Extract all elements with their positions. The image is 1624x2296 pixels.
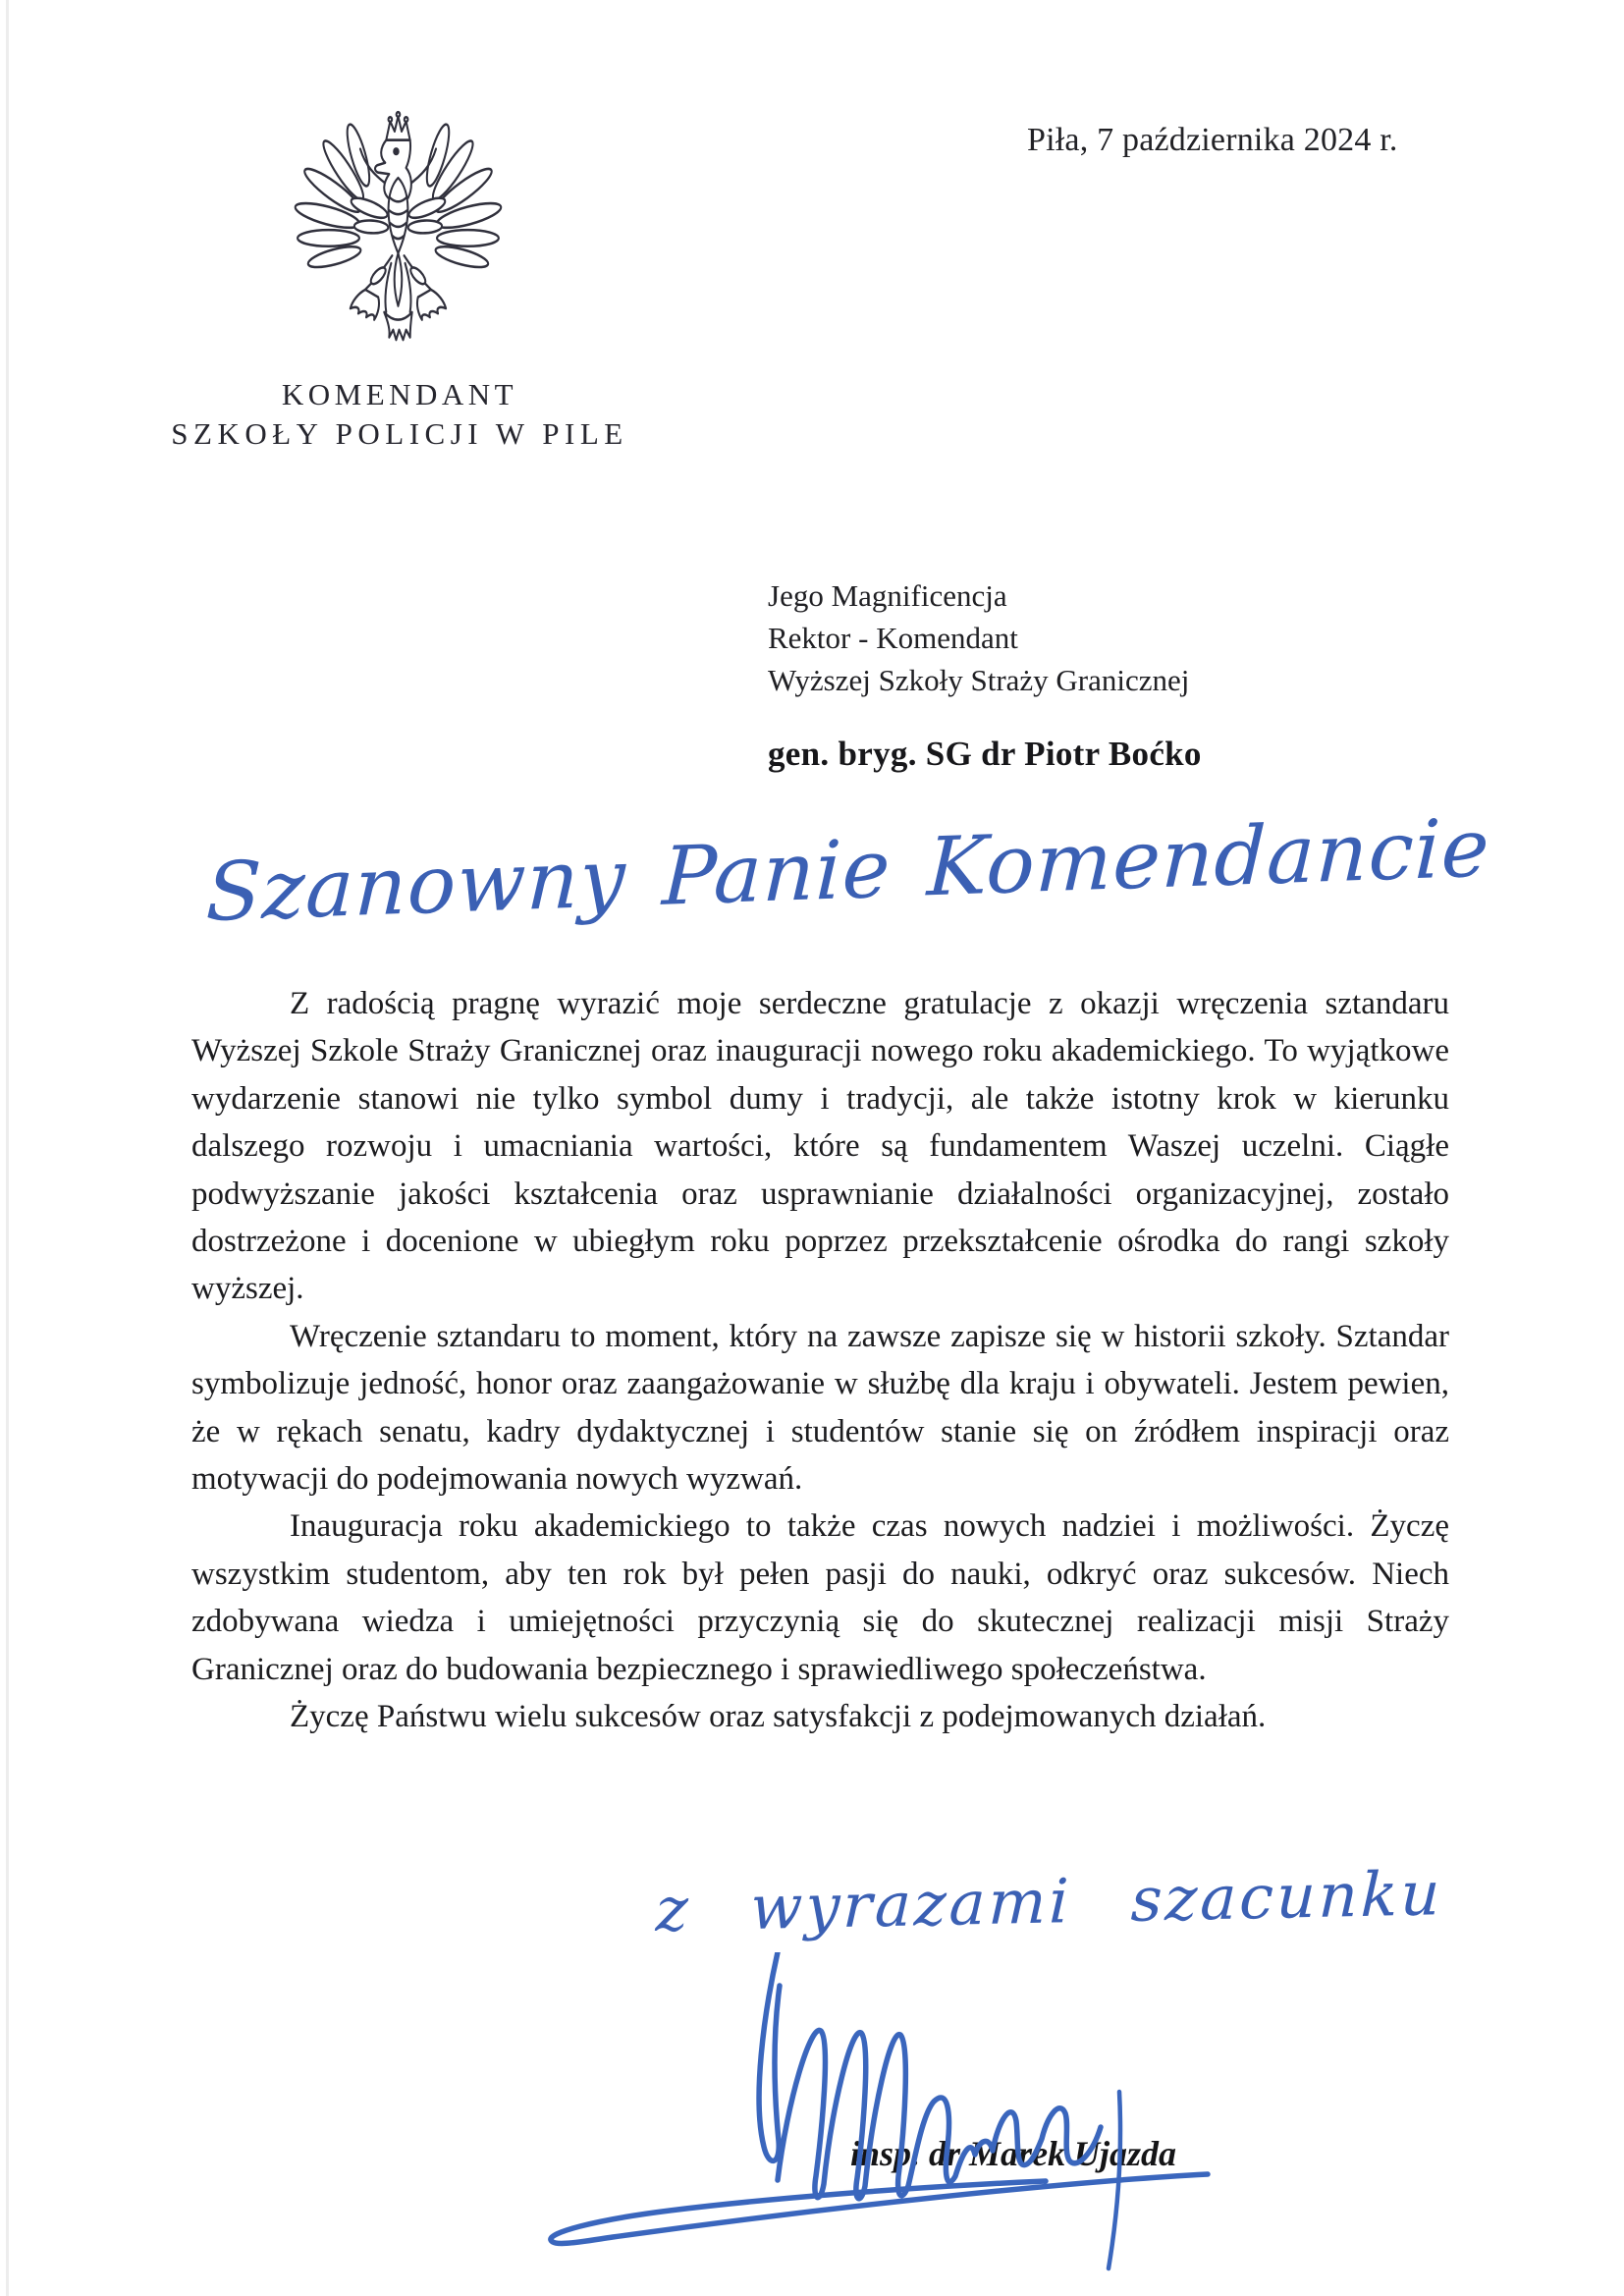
body-paragraph-3: Inauguracja roku akademickiego to także czas nowych nadziei i możliwości. Życzę wszystkim studentom, aby ten rok był pełen pasji do nauki, odkryć oraz sukcesów. Niech zdobywana wiedza i umiejętności przyczynią się do skutecznej realizacji misji Straży Granicznej oraz do budowania bezpiecznego i sprawiedliwego społeczeństwa. (191, 1508, 1449, 1687)
addressee-position: Rektor - Komendant (768, 621, 1018, 655)
letter-body (191, 980, 1449, 1741)
date-line: Piła, 7 października 2024 r. (1027, 122, 1398, 158)
signature-scribble-icon (530, 1952, 1218, 2276)
handwritten-signoff: z wyrazami szacunku (654, 1857, 1444, 1946)
signer-printed-name: insp. dr Marek Ujazda (850, 2134, 1177, 2173)
body-paragraph-4: Życzę Państwu wielu sukcesów oraz satysfakcji z podejmowanych działań. (290, 1699, 1267, 1735)
handwritten-salutation: Szanowny Panie Komendancie (204, 801, 1492, 941)
sender-block (144, 375, 655, 454)
sender-title: KOMENDANT (281, 377, 518, 411)
addressee-institution: Wyższej Szkoły Straży Granicznej (768, 663, 1190, 697)
body-paragraph-2: Wręczenie sztandaru to moment, który na zawsze zapisze się w historii szkoły. Sztandar symbolizuje jedność, honor oraz zaangażowanie w służbę dla kraju i obywateli. Jestem pewien, że w rękach senatu, kadry dydaktycznej i studentów stanie się on źródłem inspiracji oraz motywacji do podejmowania nowych wyzwań. (191, 1318, 1449, 1498)
addressee-honorific: Jego Magnificencja (768, 578, 1007, 613)
addressee-name: gen. bryg. SG dr Piotr Boćko (768, 735, 1202, 773)
sender-institution: SZKOŁY POLICJI W PILE (171, 416, 628, 451)
polish-eagle-emblem-icon (293, 110, 507, 349)
body-paragraph-1: Z radością pragnę wyrazić moje serdeczne gratulacje z okazji wręczenia sztandaru Wyższej Szkole Straży Granicznej oraz inauguracji nowego roku akademickiego. To wyjątkowe wydarzenie stanowi nie tylko symbol dumy i tradycji, ale także istotny krok w kierunku dalszego rozwoju i umacniania wartości, które są fundamentem Waszej uczelni. Ciągłe podwyższanie jakości kształcenia oraz usprawnianie działalności organizacyjnej, zostało dostrzeżone i docenione w ubiegłym roku poprzez przekształcenie ośrodka do rangi szkoły wyższej. (191, 986, 1449, 1307)
scan-edge-artifact (6, 0, 9, 2296)
addressee-block (768, 574, 1377, 701)
